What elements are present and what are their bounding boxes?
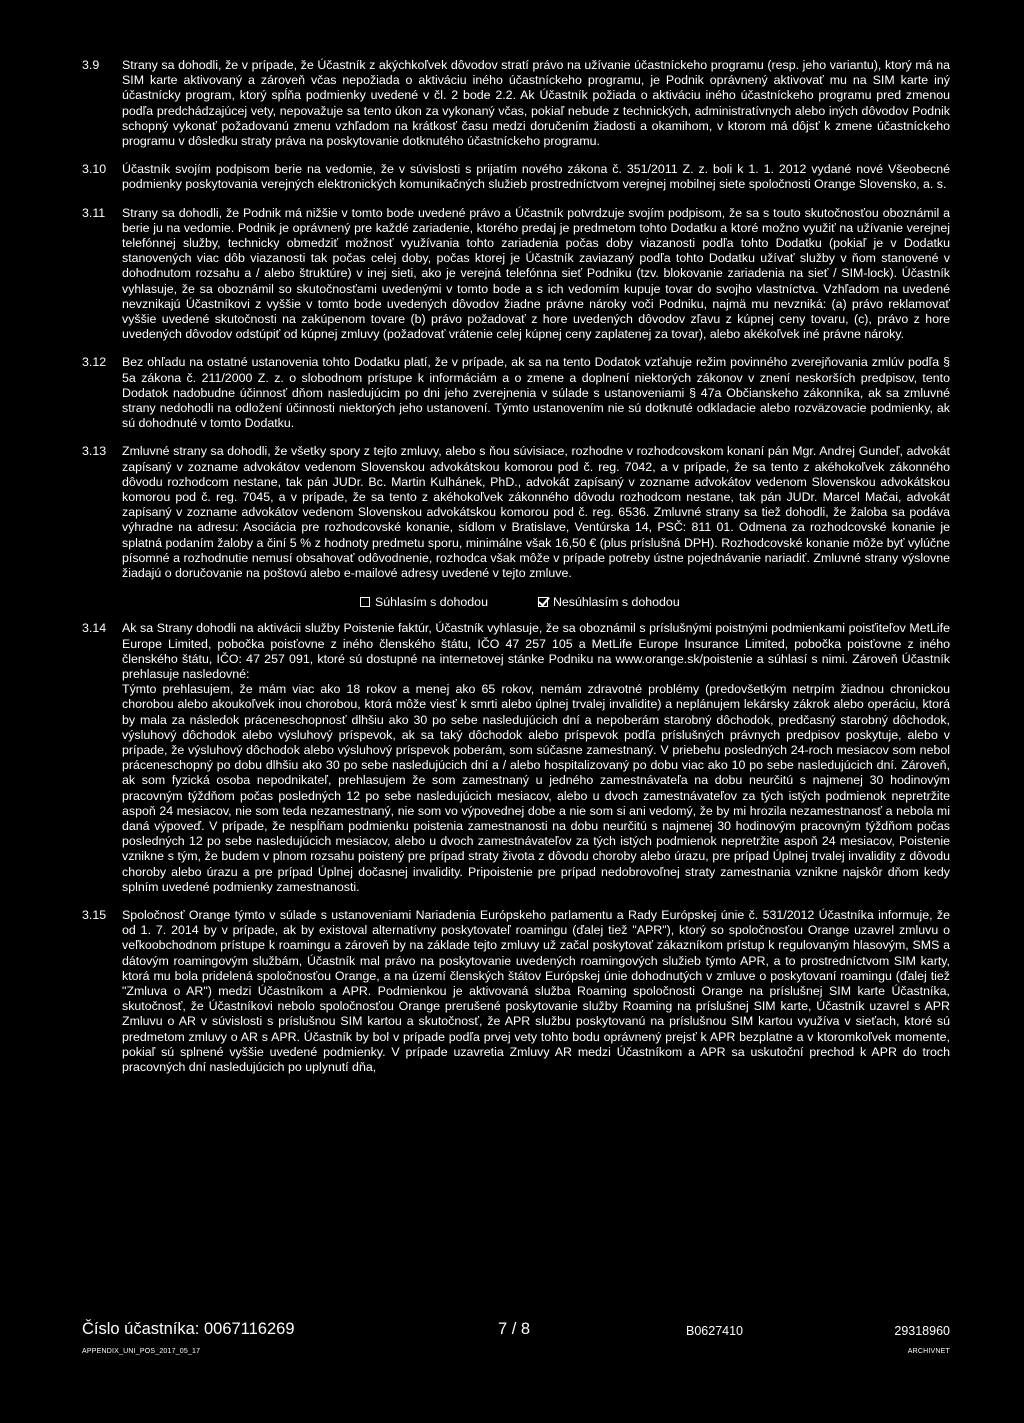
section-text bbox=[122, 444, 950, 581]
section-number: 3.14 bbox=[82, 621, 107, 636]
section-number: 3.12 bbox=[82, 355, 107, 370]
section-text bbox=[122, 908, 950, 1075]
section-3-15 bbox=[82, 908, 950, 1075]
section-3-14 bbox=[82, 621, 950, 895]
agree-option[interactable] bbox=[360, 594, 488, 610]
checked-checkbox-icon[interactable] bbox=[538, 597, 548, 607]
appendix-code: APPENDIX_UNI_POS_2017_05_17 bbox=[82, 1348, 201, 1355]
paragraph: Účastník svojím podpisom berie na vedomie, že v súvislosti s prijatím nového zákona č. 351/2011 Z. z. boli k 1. 1. 2012 vydané nové Všeobecné podmienky poskytovania verejných elektronických komunikačných služieb prostredníctvom verejnej mobilnej siete spoločnosti Orange Slovensko, a. s. bbox=[122, 162, 950, 192]
section-3-13 bbox=[82, 444, 950, 581]
section-3-9 bbox=[82, 58, 950, 149]
paragraph: Zmluvné strany sa dohodli, že všetky spory z tejto zmluvy, alebo s ňou súvisiace, rozhodne v rozhodcovskom konaní pán Mgr. Andrej Gundeľ, advokát zapísaný v zozname advokátov vedenom Slovenskou advokátskou komorou pod č. reg. 7042, a v prípade, že sa tento z akéhokoľvek zákonného dôvodu rozhodcom nestane, tak pán JUDr. Bc. Martin Kulhánek, PhD., advokát zapísaný v zozname advokátov vedenom Slovenskou advokátskou komorou pod č. reg. 7045, a v prípade, že sa tento z akéhokoľvek zákonného dôvodu rozhodcom nestane, tak pán JUDr. Marcel Mačai, advokát zapísaný v zozname advokátov vedenom Slovenskou advokátskou komorou pod č. reg. 6536. Zmluvné strany sa tiež dohodli, že žaloba sa podáva výhradne na adresu: Asociácia pre rozhodcovské konanie, sídlom v Bratislave, Ventúrska 14, PSČ: 811 01. Odmena za rozhodcovské konanie je splatná podaním žaloby a činí 5 % z hodnoty predmetu sporu, minimálne však 16,50 € (plus príslušná DPH). Rozhodcovské konanie môže byť vylúčne písomné a rozhodnutie nemusí obsahovať odôvodnenie, rozhodca však môže v prípade potreby ústne pojednávanie nariadiť. Zmluvné strany výslovne žiadajú o doručovanie na poštovú alebo e-mailové adresy uvedené v tejto zmluve. bbox=[122, 444, 950, 581]
section-number: 3.13 bbox=[82, 444, 107, 459]
page-footer bbox=[82, 1320, 950, 1362]
page-number: 7 / 8 bbox=[498, 1320, 531, 1338]
document-body bbox=[82, 58, 950, 1088]
consent-choices bbox=[82, 594, 950, 610]
section-number: 3.9 bbox=[82, 58, 100, 72]
section-text bbox=[122, 355, 950, 431]
document-code: B0627410 bbox=[686, 1324, 744, 1338]
paragraph: Ak sa Strany dohodli na aktivácii služby Poistenie faktúr, Účastník vyhlasuje, že sa oboznámil s príslušnými poistnými podmienkami poisťiteľov MetLife Europe Limited, pobočka poisťovne z iného členského štátu, IČO 47 257 105 a MetLife Europe Insurance Limited, pobočka poisťovne z iného členského štátu, IČO: 47 257 091, ktoré sú dostupné na internetovej stánke Podniku na www.orange.sk/poistenie a súhlasí s nimi. Zároveň Účastník prehlasuje nasledovné: bbox=[122, 621, 950, 681]
agree-label: Súhlasím s dohodou bbox=[375, 595, 488, 610]
section-3-12 bbox=[82, 355, 950, 431]
paragraph: Strany sa dohodli, že v prípade, že Účastník z akýchkoľvek dôvodov stratí právo na užívanie účastníckeho programu (resp. jeho variantu), ktorý má na SIM karte aktivovaný a zároveň včas nepožiada o aktiváciu iného účastníckeho programu, je Podnik oprávnený aktivovať mu na SIM karte iný účastnícky program, ktorý spĺňa podmienky uvedené v čl. 2 bode 2.2. Ak Účastník požiada o aktiváciu iného účastníckeho programu pred zmenou podľa predchádzajúcej vety, nepovažuje sa tento úkon za vykonaný včas, pokiaľ nebude z technických, administratívnych alebo iných dôvodov Podnik schopný vykonať požadovanú zmenu vzhľadom na krátkosť času medzi doručením žiadosti a okamihom, v ktorom má dôjsť k zmene účastníckeho programu v dôsledku straty práva na poskytovanie dotknutého účastníckeho programu. bbox=[122, 58, 950, 149]
document-id: 29318960 bbox=[894, 1324, 950, 1338]
section-3-10 bbox=[82, 162, 950, 192]
paragraph: Bez ohľadu na ostatné ustanovenia tohto Dodatku platí, že v prípade, ak sa na tento Dodatok vzťahuje režim povinného zverejňovania zmlúv podľa § 5a zákona č. 211/2000 Z. z. o slobodnom prístupe k informáciám a o zmene a doplnení niektorých zákonov v znení neskorších predpisov, tento Dodatok nadobudne účinnosť dňom nasledujúcim po dni jeho zverejnenia v súlade s ustanoveniami § 47a Občianskeho zákonníka, ak sa zmluvné strany nedohodli na odložení účinnosti niektorých jeho ustanovení. Týmto ustanovením nie sú dotknuté odkladacie alebo rozväzovacie podmienky, ak sú dohodnuté v tomto Dodatku. bbox=[122, 355, 950, 431]
disagree-option[interactable] bbox=[538, 594, 680, 610]
paragraph: Strany sa dohodli, že Podnik má nižšie v tomto bode uvedené právo a Účastník potvrdzuje svojím podpisom, že sa s touto skutočnosťou oboznámil a berie ju na vedomie. Podnik je oprávnený pre každé zariadenie, ktorého predaj je predmetom tohto Dodatku a ktoré možno využiť na užívanie verejnej telefónnej služby, technicky obmedziť možnosť využívania tohto zariadenia počas doby viazanosti podľa tohto Dodatku (pokiaľ je v Dodatku stanovených viac dôb viazanosti tak počas celej doby, počas ktorej je Účastník zaviazaný podľa tohto Dodatku užívať služby v ňom stanovené v dohodnutom rozsahu a / alebo štruktúre) v inej sieti, ako je verejná telefónna sieť Podniku (tzv. blokovanie zariadenia na sieť / SIM-lock). Účastník vyhlasuje, že sa oboznámil so skutočnosťami uvedenými v tomto bode a s ich vedomím kupuje tovar do svojho vlastníctva. Vzhľadom na uvedené nevznikajú Účastníkovi z vyššie v tomto bode uvedených dôvodov žiadne právne nároky voči Podniku, najmä mu nevzniká: (a) právo reklamovať vyššie uvedené skutočnosti na zakúpenom tovare (b) právo požadovať z hore uvedených dôvodov zľavu z kúpnej ceny tovaru, (c), právo z hore uvedených dôvodov odstúpiť od kúpnej zmluvy (požadovať vrátenie celej kúpnej ceny zaplatenej za tovar), alebo akékoľvek iné právne nároky. bbox=[122, 205, 950, 342]
section-text bbox=[122, 621, 950, 895]
paragraph: Spoločnosť Orange týmto v súlade s ustanoveniami Nariadenia Európskeho parlamentu a Rady Európskej únie č. 531/2012 Účastníka informuje, že od 1. 7. 2014 by v prípade, ak by existoval alternatívny poskytovateľ roamingu (ďalej tiež "APR"), ktorý so spoločnosťou Orange uzavrel zmluvu o veľkoobchodnom prístupe k roamingu a zároveň by na základe tejto zmluvy už začal poskytovať zákazníkom prístup k regulovaným hlasovým, SMS a dátovým roamingovým službám, Účastník mal právo na poskytovanie uvedených roamingových služieb týmto APR, a to prostredníctvom SIM karty, ktorá mu bola pridelená spoločnosťou Orange, a na území členských štátov Európskej únie dohodnutých v zmluve o poskytovaní roamingu (ďalej tiež "Zmluva o AR") medzi Účastníkom a APR. Podmienkou je aktivovaná služba Roaming spoločnosti Orange na príslušnej SIM karte Účastníka, skutočnosť, že Účastníkovi nebolo spoločnosťou Orange prerušené poskytovanie služby Roaming na príslušnej SIM karte, Účastník uzavrel s APR Zmluvu o AR v súvislosti s príslušnou SIM kartou a skutočnosť, že APR službu poskytovanú na príslušnou SIM kartou využíva v sieťach, ktoré sú predmetom zmluvy o AR s APR. Účastník by bol v prípade podľa prvej vety tohto bodu oprávnený prejsť k APR bezplatne a v ktoromkoľvek momente, pokiaľ sú splnené vyššie uvedené podmienky. V prípade uzavretia Zmluvy AR medzi Účastníkom a APR sa uskutoční prechod k APR do troch pracovných dní nasledujúcich po uplynutí dňa, bbox=[122, 907, 950, 1074]
section-text bbox=[122, 58, 950, 149]
disagree-label: Nesúhlasím s dohodou bbox=[552, 595, 680, 610]
section-text bbox=[122, 206, 950, 343]
section-3-11 bbox=[82, 206, 950, 343]
archive-label: ARCHIVNET bbox=[907, 1348, 950, 1355]
paragraph: Týmto prehlasujem, že mám viac ako 18 rokov a menej ako 65 rokov, nemám zdravotné problémy (predovšetkým netrpím žiadnou chronickou chorobou alebo akoukoľvek inou chorobou, ktorá môže viesť k smrti alebo úplnej trvalej invalidite) a neplánujem lekársky zákrok alebo operáciu, ktorá by mala za následok práceneschopnosť dlhšiu ako 30 po sebe nasledujúcich dní a nepoberám starobný dôchodok, predčasný starobný dôchodok, výsluhový dôchodok alebo výsluhový príspevok, ak sa taký dôchodok alebo príspevok podľa príslušných právnych predpisov poskytuje, alebo v prípade, že výsluhový dôchodok alebo výsluhový príspevok poberám, som súčasne zamestnaný. V priebehu posledných 24-roch mesiacov som nebol práceneschopný po dobu dlhšiu ako 30 po sebe nasledujúcich dní a / alebo hospitalizovaný po dobu viac ako 10 po sebe nasledujúcich dní. Zároveň, ak som fyzická osoba nepodnikateľ, prehlasujem že som zamestnaný u jedného zamestnávateľa na dobu neurčitú s najmenej 30 hodinovým pracovným týždňom počas posledných 12 po sebe nasledujúcich mesiacov, alebo u dvoch zamestnávateľov za tých istých podmienok nepretržite aspoň 24 mesiacov, nie som teda nezamestnaný, nie som vo výpovednej dobe a nie som si ani vedomý, že by mi hrozila nezamestnanosť a nebola mi daná výpoveď. V prípade, že nespĺňam podmienku poistenia zamestnanosti na dobu neurčitú s najmenej 30 hodinovým pracovným týždňom počas posledných 12 po sebe nasledujúcich mesiacov, alebo u dvoch zamestnávateľov za tých istých podmienok nepretržite aspoň 24 mesiacov, Poistenie vznikne s tým, že budem v plnom rozsahu poistený pre prípad straty života z dôvodu choroby alebo úrazu, pre prípad Úplnej trvalej invalidity z dôvodu choroby alebo úrazu a pre prípad Úplnej dočasnej invalidity. Pripoistenie pre prípad nedobrovoľnej straty zamestnania vznikne najskôr dňom kedy splním uvedené podmienky zamestnanosti. bbox=[122, 682, 950, 894]
section-number: 3.15 bbox=[82, 907, 107, 922]
section-number: 3.11 bbox=[82, 205, 106, 220]
section-number: 3.10 bbox=[82, 162, 107, 177]
unchecked-checkbox-icon[interactable] bbox=[360, 597, 370, 607]
participant-number: Číslo účastníka: 0067116269 bbox=[82, 1320, 295, 1338]
section-text bbox=[122, 162, 950, 192]
